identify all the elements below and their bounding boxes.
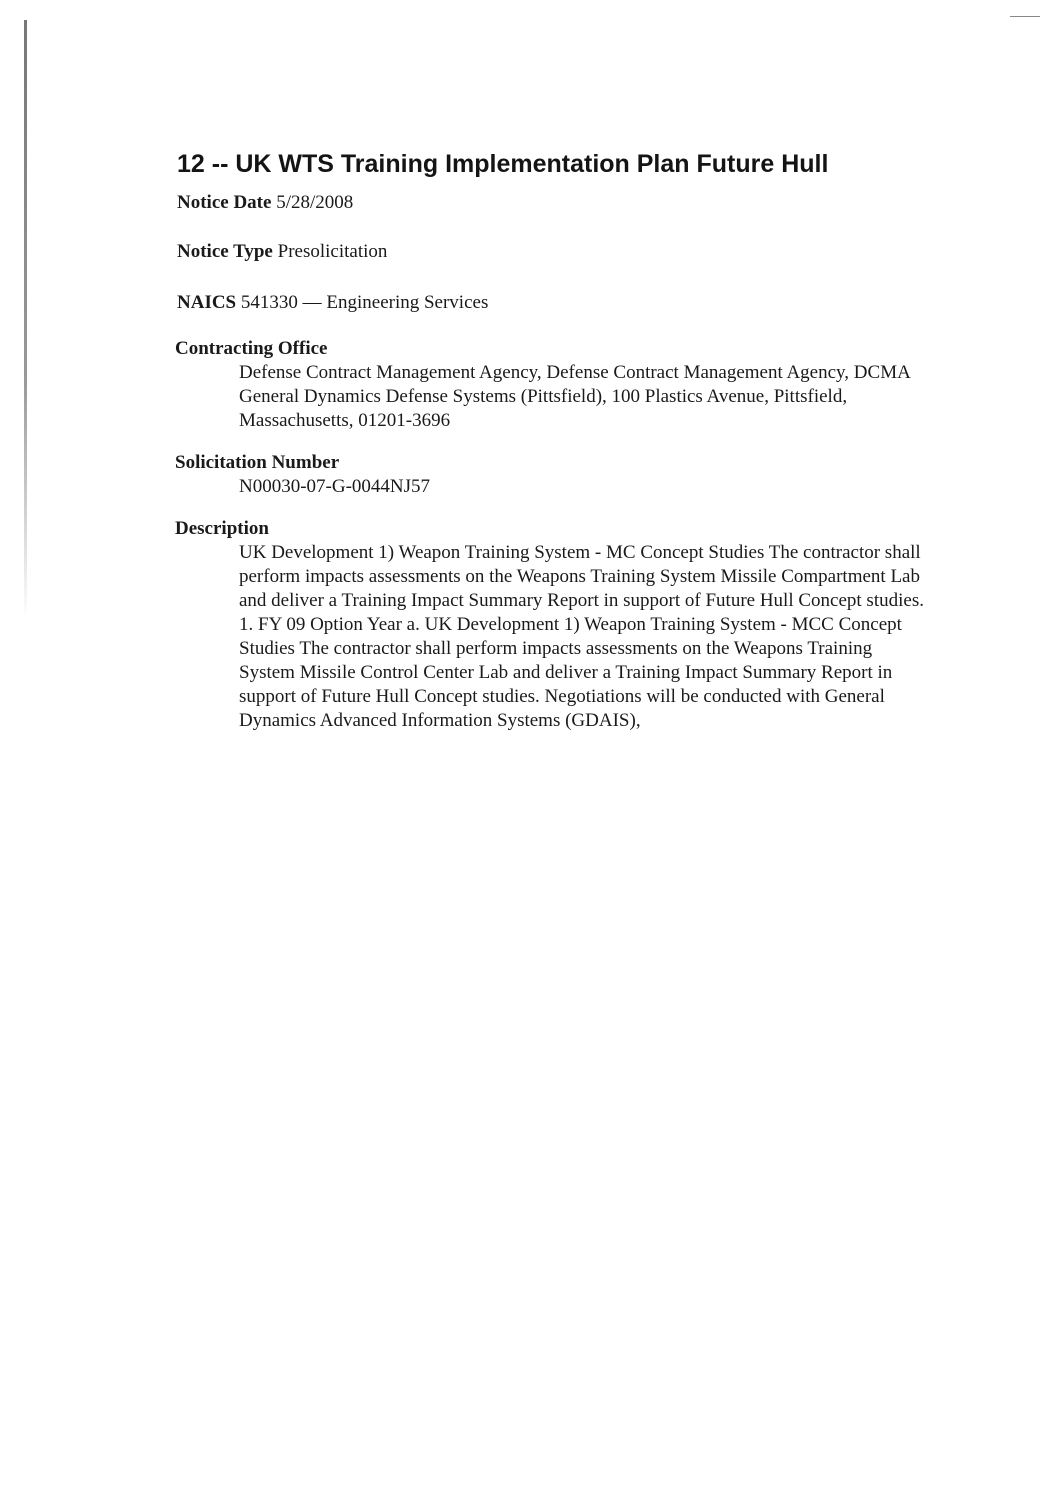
contracting-office-label: Contracting Office: [175, 338, 328, 359]
contracting-office-block: [175, 337, 932, 433]
scan-edge-left: [24, 20, 27, 620]
naics-label: NAICS: [177, 292, 237, 313]
notice-type-value: Presolicitation: [277, 241, 388, 262]
notice-type-label: Notice Type: [177, 241, 273, 262]
notice-date-label: Notice Date: [177, 192, 272, 213]
description-block: [175, 517, 932, 733]
description-label: Description: [175, 518, 269, 539]
notice-type-field: [177, 240, 932, 264]
notice-title: 12 -- UK WTS Training Implementation Plan Future Hull: [177, 150, 829, 178]
solicitation-number-block: [175, 451, 932, 499]
notice-date-field: [177, 191, 932, 215]
notice-page: [172, 150, 932, 733]
solicitation-number-value: N00030-07-G-0044NJ57: [239, 476, 431, 497]
description-value: UK Development 1) Weapon Training System - MC Concept Studies The contractor shall perform impacts assessments on the Weapons Training System Missile Compartment Lab and deliver a Training Impact Summary Report in support of Future Hull Concept studies. 1. FY 09 Option Year a. UK Development 1) Weapon Training System - MCC Concept Studies The contractor shall perform impacts assessments on the Weapons Training System Missile Control Center Lab and deliver a Training Impact Summary Report in support of Future Hull Concept studies. Negotiations will be conducted with General Dynamics Advanced Information Systems (GDAIS),: [239, 542, 924, 731]
notice-date-value: 5/28/2008: [276, 192, 354, 213]
contracting-office-value: Defense Contract Management Agency, Defense Contract Management Agency, DCMA General Dynamics Defense Systems (Pittsfield), 100 Plastics Avenue, Pittsfield, Massachusetts, 01201-3696: [239, 362, 910, 431]
scan-mark-top: [1010, 16, 1040, 17]
solicitation-number-label: Solicitation Number: [175, 452, 340, 473]
naics-field: [177, 291, 932, 315]
naics-value: 541330 — Engineering Services: [240, 292, 489, 313]
